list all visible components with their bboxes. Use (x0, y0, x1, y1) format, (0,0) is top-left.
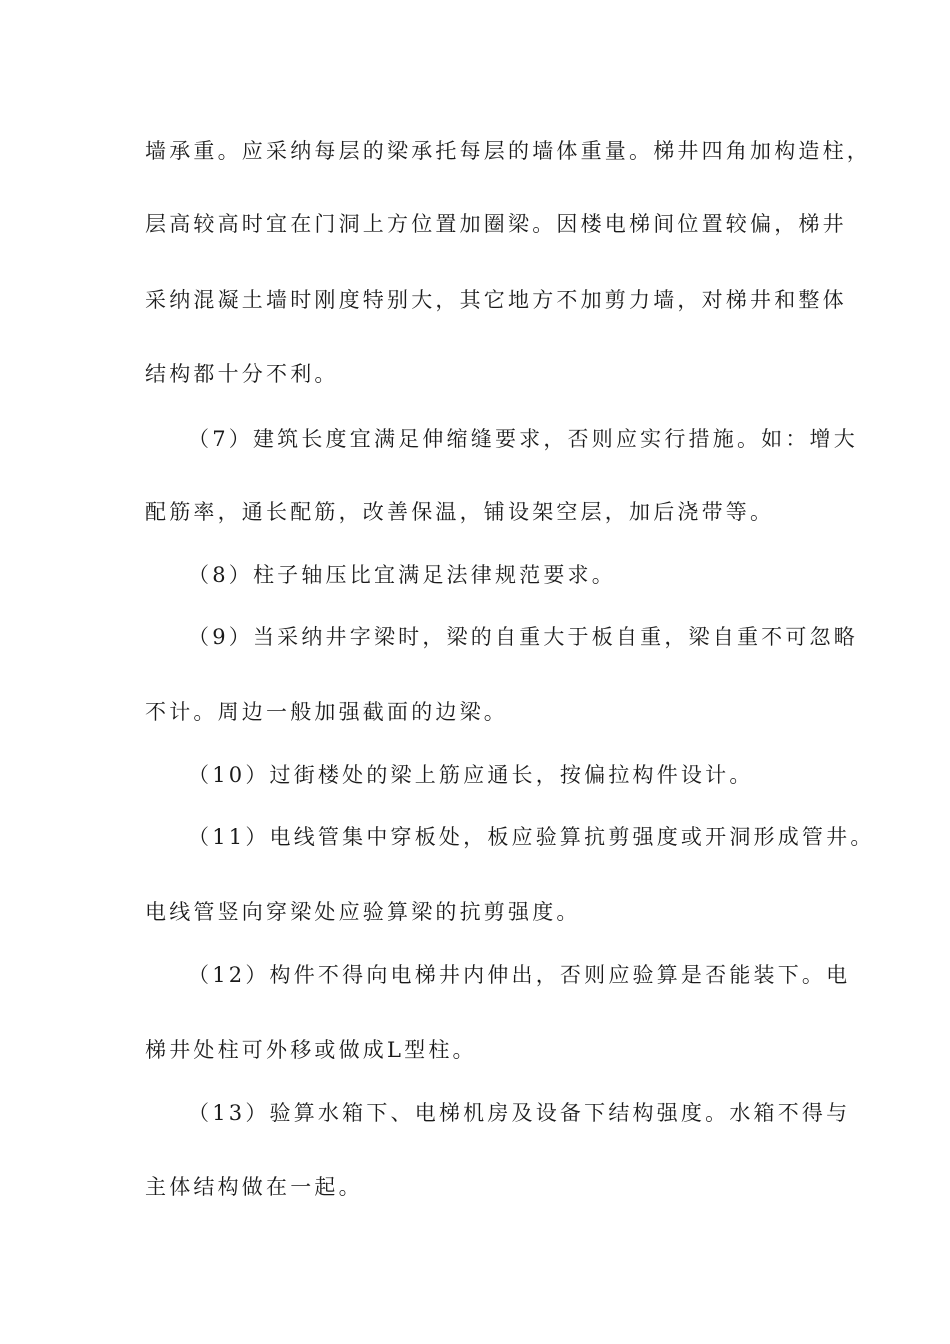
text-line: 主体结构做在一起。 (145, 1175, 363, 1199)
text-line: 墙承重。应采纳每层的梁承托每层的墙体重量。梯井四角加构造柱， (145, 139, 871, 163)
text-line: 采纳混凝土墙时刚度特别大，其它地方不加剪力墙，对梯井和整体 (145, 288, 847, 312)
text-line: （10）过街楼处的梁上筋应通长，按偏拉构件设计。 (188, 763, 754, 787)
text-line: 结构都十分不利。 (145, 362, 339, 386)
text-line: （8）柱子轴压比宜满足法律规范要求。 (188, 563, 616, 587)
text-line: （9）当采纳井字梁时，梁的自重大于板自重，梁自重不可忽略 (188, 625, 858, 649)
text-line: 层高较高时宜在门洞上方位置加圈梁。因楼电梯间位置较偏，梯井 (145, 212, 847, 236)
text-line: 不计。周边一般加强截面的边梁。 (145, 700, 508, 724)
text-line: （7）建筑长度宜满足伸缩缝要求，否则应实行措施。如：增大 (188, 427, 858, 451)
text-line: （12）构件不得向电梯井内伸出，否则应验算是否能装下。电 (188, 963, 851, 987)
text-line: （11）电线管集中穿板处，板应验算抗剪强度或开洞形成管井。 (188, 825, 875, 849)
text-line: 梯井处柱可外移或做成L型柱。 (145, 1038, 477, 1062)
text-line: 电线管竖向穿梁处应验算梁的抗剪强度。 (145, 900, 581, 924)
text-line: 配筋率，通长配筋，改善保温，铺设架空层，加后浇带等。 (145, 500, 775, 524)
text-line: （13）验算水箱下、电梯机房及设备下结构强度。水箱不得与 (188, 1101, 851, 1125)
